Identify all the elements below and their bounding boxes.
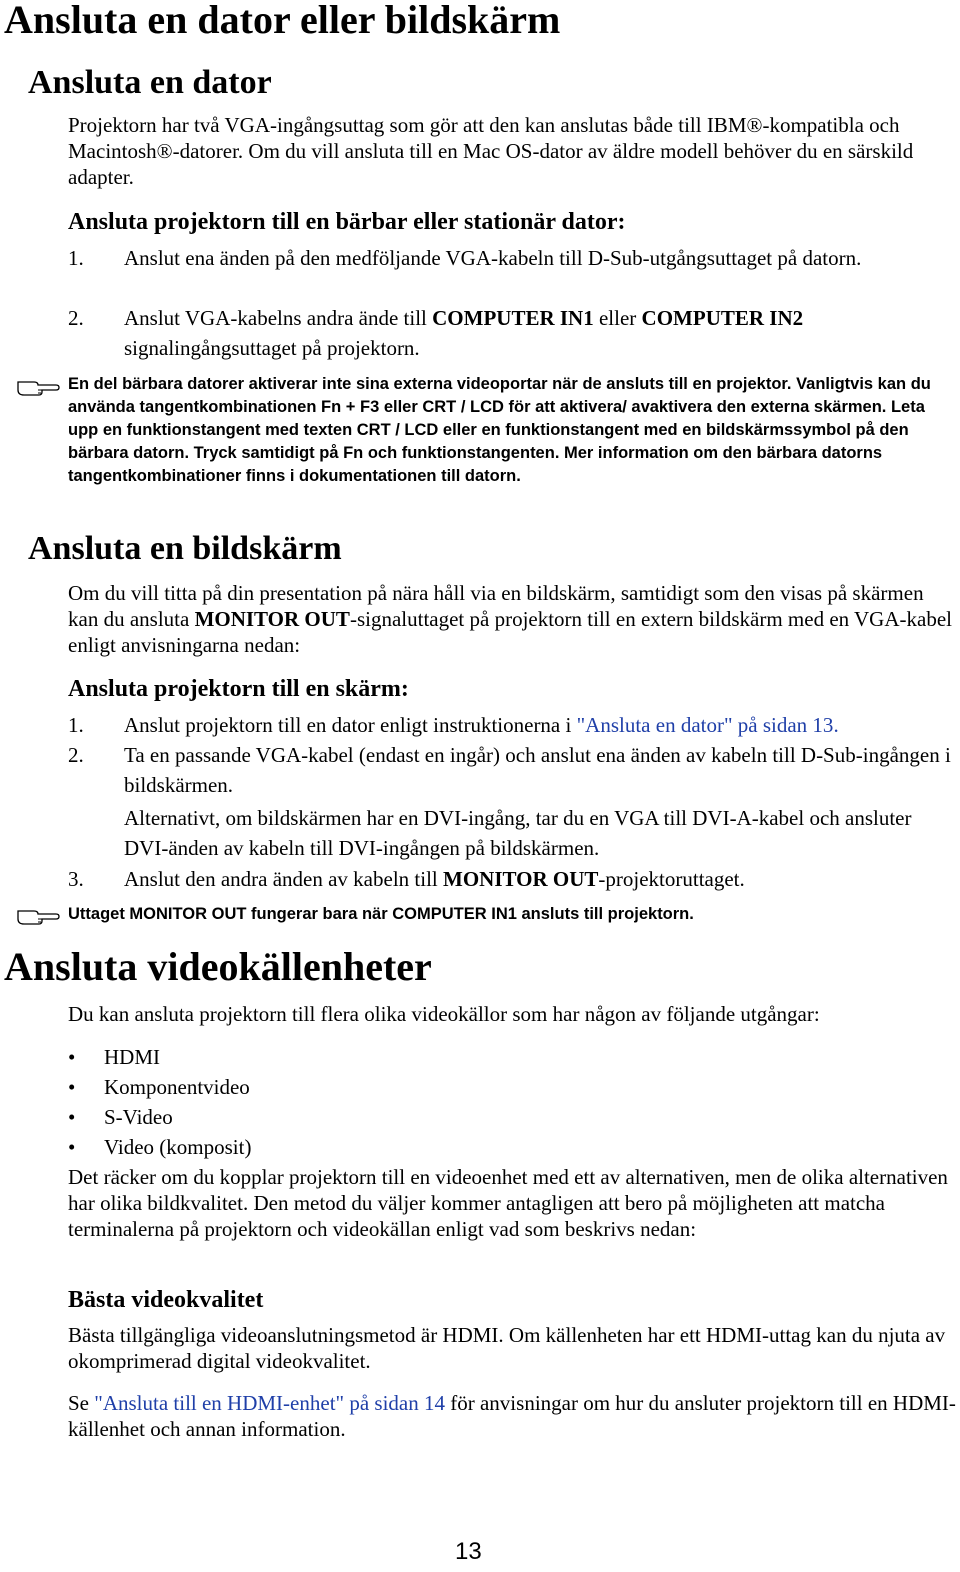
step-text: Anslut projektorn till en dator enligt instruktionerna i "Ansluta en dator" på sidan 13.: [124, 713, 839, 737]
list-item: [0, 243, 960, 303]
list-item: [0, 740, 960, 800]
step-text: Anslut VGA-kabelns andra ände till COMPUTER IN1 eller COMPUTER IN2 signalingångsuttaget på projektorn.: [124, 306, 804, 360]
subheading-best-quality: Bästa videokvalitet: [68, 1287, 264, 1313]
link-ansluta-hdmi[interactable]: "Ansluta till en HDMI-enhet" på sidan 14: [94, 1391, 445, 1415]
step-number: 1.: [68, 713, 84, 737]
step-number: 2.: [68, 306, 84, 330]
step-number: 1.: [68, 246, 84, 270]
note-laptop-video-ports: En del bärbara datorer aktiverar inte sina externa videoportar när de ansluts till en projektor. Vanligtvis kan du använda tangentkombinationen Fn + F3 eller CRT / LCD för att aktivera/ avaktivera den externa skärmen. Leta upp en funktionstangent med texten CRT / LCD eller en funktionstangent med en bildskärmssymbol på den bärbara datorn. Tryck samtidigt på Fn och funktionstangenten. Mer information om den bärbara datorns tangentkombinationer finns i dokumentationen till datorn.: [68, 375, 931, 485]
list-item: [0, 1072, 960, 1102]
list-item: [0, 1132, 960, 1162]
port-label: COMPUTER IN1: [432, 306, 594, 330]
step-number: 3.: [68, 867, 84, 891]
section-heading-monitor: Ansluta en bildskärm: [28, 530, 342, 567]
output-label: HDMI: [104, 1045, 160, 1069]
see-hdmi-paragraph: Se "Ansluta till en HDMI-enhet" på sidan 14 för anvisningar om hur du ansluter projektorn till en HDMI-källenhet och annan information.: [68, 1391, 956, 1441]
section-heading-computer: Ansluta en dator: [28, 64, 272, 101]
port-label: COMPUTER IN2: [641, 306, 804, 330]
note-pointing-hand-icon: [16, 905, 60, 927]
bullet-icon: •: [68, 1135, 76, 1159]
video-options-paragraph: Det räcker om du kopplar projektorn till en videoenhet med ett av alternativen, men de olika alternativen har olika bildkvalitet. Den metod du väljer kommer antagligen att bero på möjligheten att matcha terminalerna på projektorn och videokällan enligt vad som beskrivs nedan:: [68, 1165, 948, 1241]
bullet-icon: •: [68, 1045, 76, 1069]
output-label: Komponentvideo: [104, 1075, 250, 1099]
step-text: Anslut ena änden på den medföljande VGA-kabeln till D-Sub-utgångsuttaget på datorn.: [124, 246, 862, 270]
note-monitor-out: Uttaget MONITOR OUT fungerar bara när COMPUTER IN1 ansluts till projektorn.: [68, 905, 694, 923]
list-item: [0, 1102, 960, 1132]
best-quality-paragraph: Bästa tillgängliga videoanslutningsmetod är HDMI. Om källenheten har ett HDMI-uttag kan du njuta av okomprimerad digital videokvalitet.: [68, 1323, 946, 1373]
step-number: 2.: [68, 743, 84, 767]
bullet-icon: •: [68, 1105, 76, 1129]
page-title: Ansluta en dator eller bildskärm: [4, 0, 561, 42]
video-intro-paragraph: Du kan ansluta projektorn till flera olika videokällor som har någon av följande utgångar:: [68, 1002, 820, 1026]
section-title-video-sources: Ansluta videokällenheter: [4, 944, 432, 989]
list-item: [0, 864, 960, 894]
list-item: [0, 710, 960, 740]
output-label: Video (komposit): [104, 1135, 252, 1159]
bullet-icon: •: [68, 1075, 76, 1099]
subheading-laptop-desktop: Ansluta projektorn till en bärbar eller stationär dator:: [68, 209, 626, 235]
intro-paragraph: Projektorn har två VGA-ingångsuttag som gör att den kan anslutas både till IBM®-kompatibla och Macintosh®-datorer. Om du vill ansluta till en Mac OS-dator av äldre modell behöver du en särskild adapter.: [68, 113, 914, 189]
list-item: [0, 303, 960, 363]
step-text: Ta en passande VGA-kabel (endast en ingår) och anslut ena änden av kabeln till D-Sub-ingången i bildskärmen.: [124, 743, 951, 797]
subheading-monitor: Ansluta projektorn till en skärm:: [68, 676, 409, 702]
step-alternative-text: Alternativt, om bildskärmen har en DVI-ingång, tar du en VGA till DVI-A-kabel och ansluter DVI-änden av kabeln till DVI-ingången på bildskärmen.: [124, 806, 912, 860]
note-pointing-hand-icon: [16, 376, 60, 398]
list-item: [0, 1042, 960, 1072]
link-ansluta-en-dator[interactable]: "Ansluta en dator" på sidan 13: [576, 713, 834, 737]
step-text: Anslut den andra änden av kabeln till MONITOR OUT-projektoruttaget.: [124, 867, 745, 891]
port-label: MONITOR OUT: [194, 607, 350, 631]
output-label: S-Video: [104, 1105, 173, 1129]
page-number: 13: [455, 1538, 482, 1565]
port-label: MONITOR OUT: [443, 867, 599, 891]
monitor-intro-paragraph: Om du vill titta på din presentation på nära håll via en bildskärm, samtidigt som den visas på skärmen kan du ansluta MONITOR OUT-signaluttaget på projektorn till en extern bildskärm med en VGA-kabel enligt anvisningarna nedan:: [68, 581, 952, 657]
